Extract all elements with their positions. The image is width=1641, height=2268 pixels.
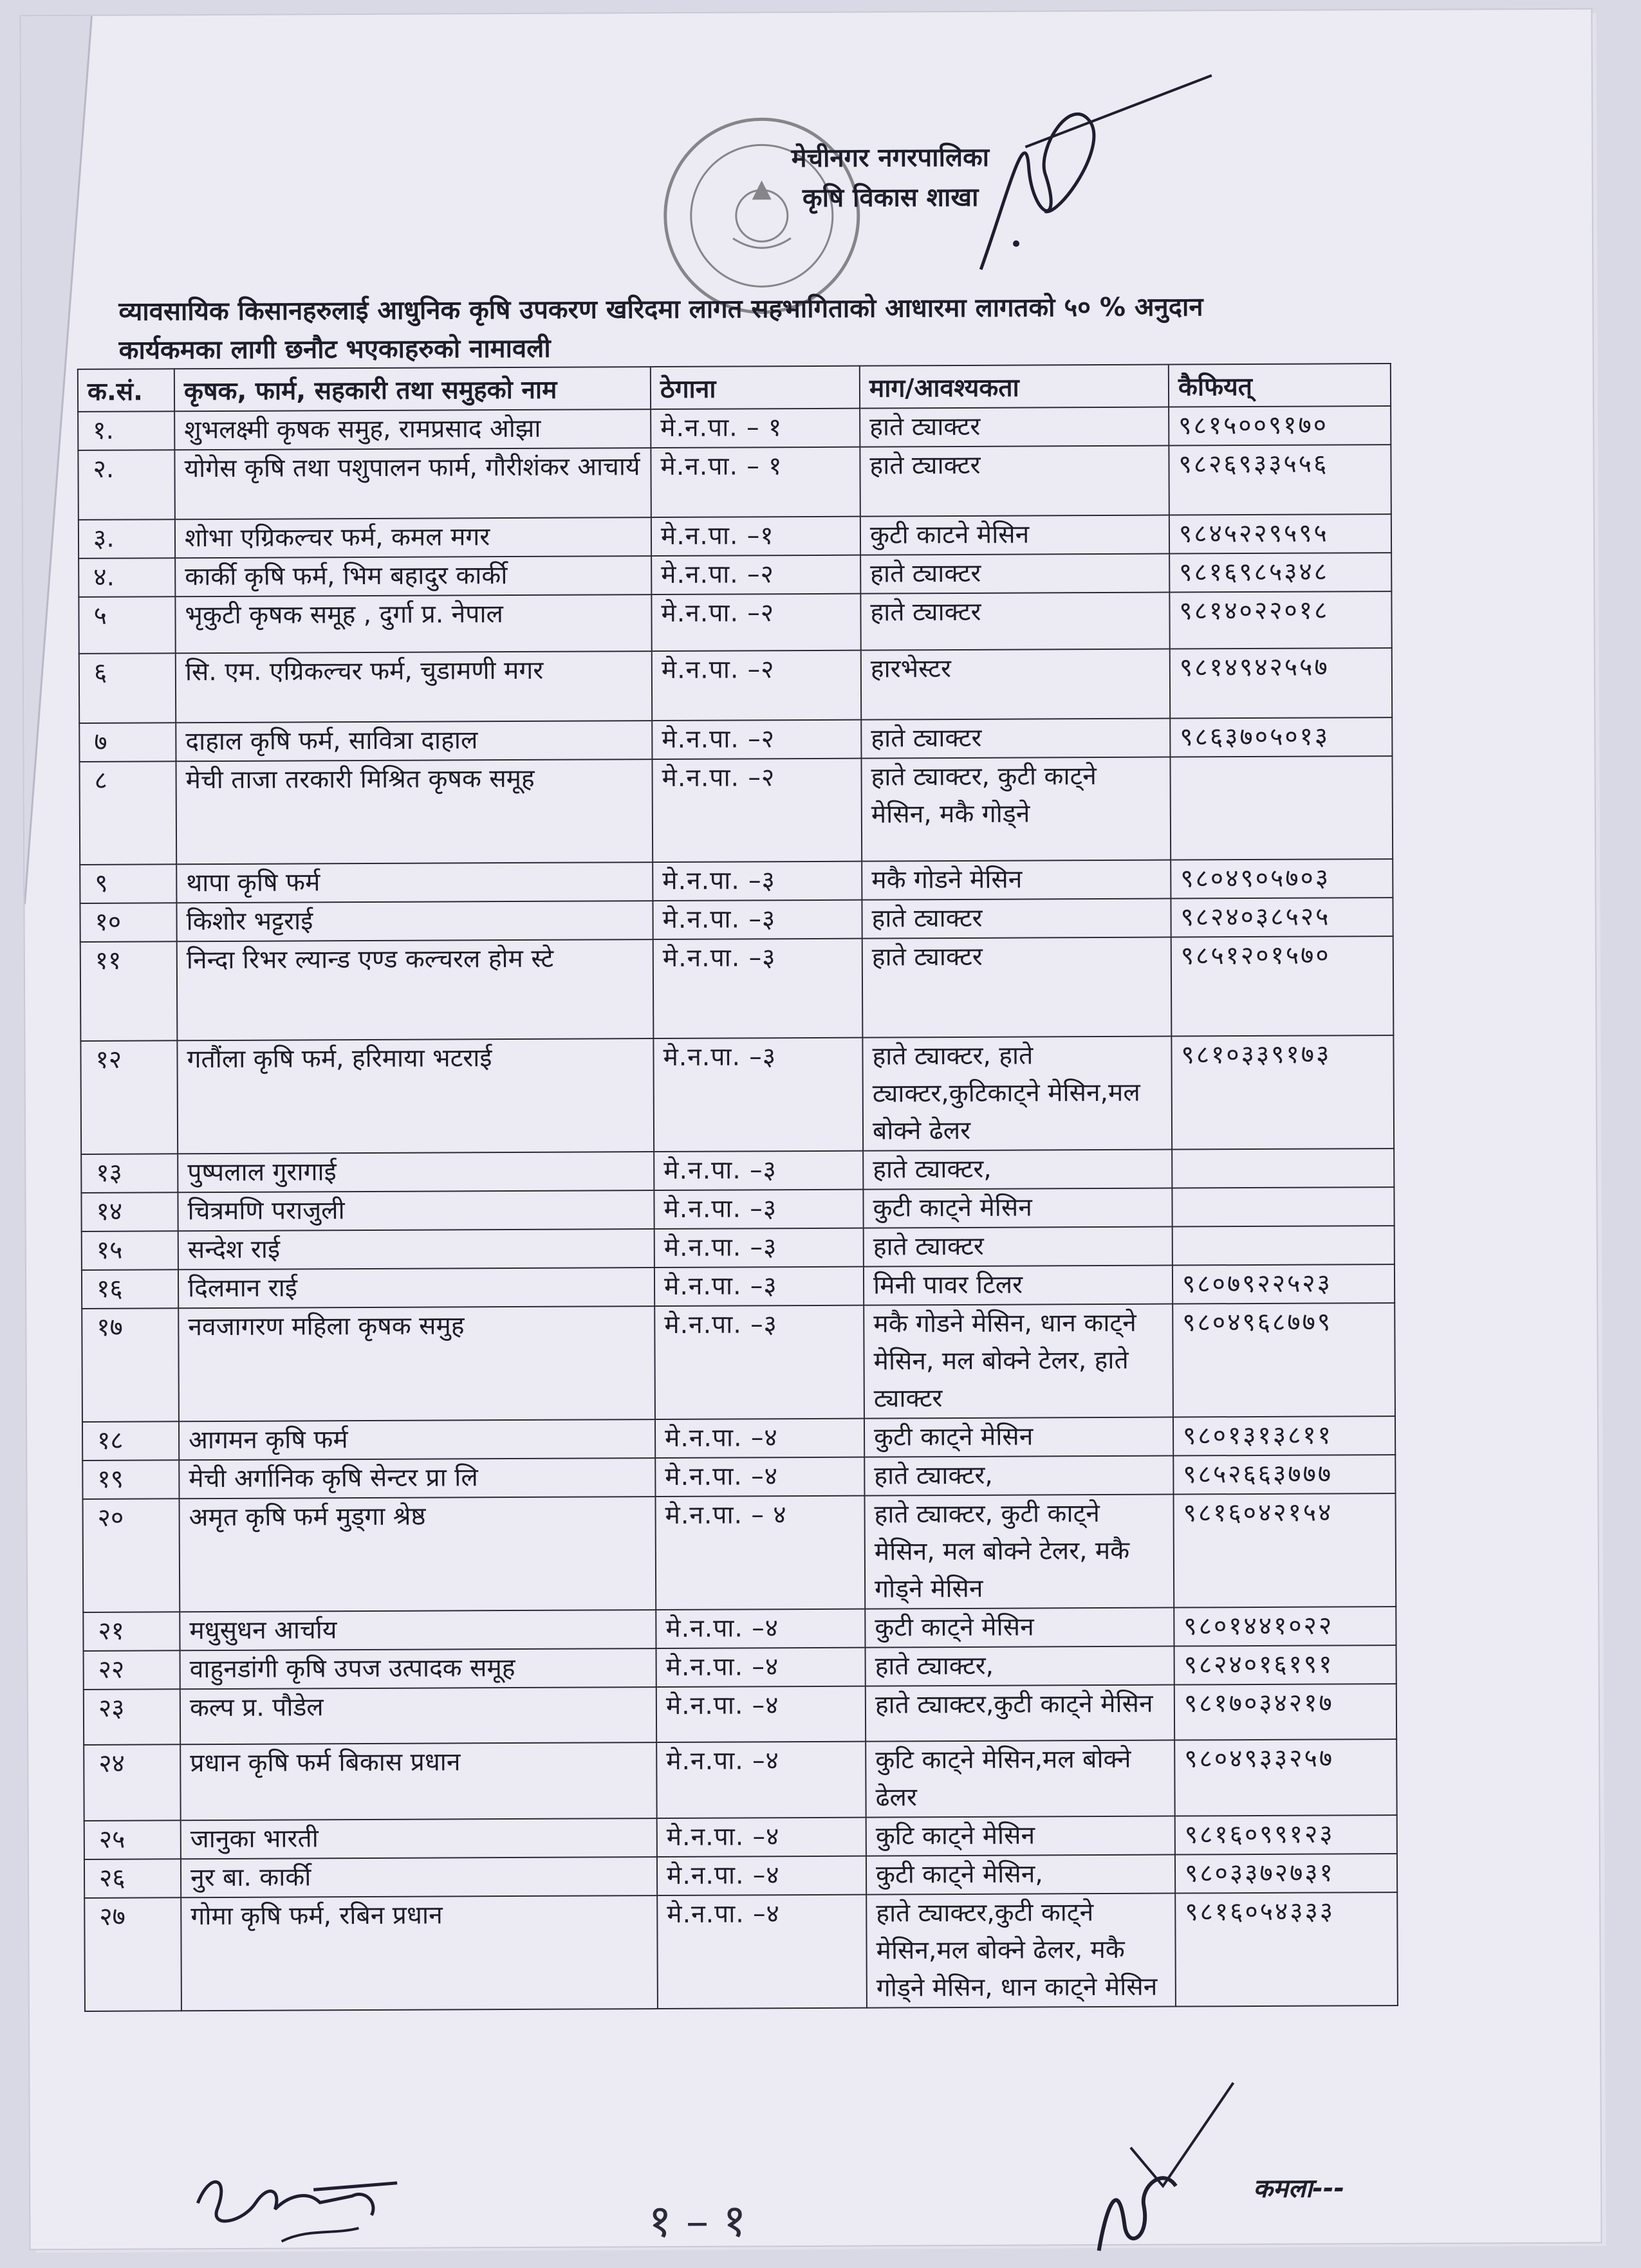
cell-requirement: हाते ट्याक्टर,कुटी काट्ने मेसिन: [866, 1685, 1174, 1742]
cell-requirement: कुटी काट्ने मेसिन: [865, 1608, 1174, 1648]
cell-remarks: ९८१६०९९१२३: [1175, 1815, 1397, 1855]
signature-bottom-left: [185, 2164, 417, 2262]
table-row: [82, 1226, 1395, 1270]
table-row: [84, 1645, 1396, 1690]
cell-remarks: [1172, 1148, 1394, 1188]
cell-address: मे.न.पा. – ४: [655, 1496, 865, 1610]
cell-requirement: कुटी काट्ने मेसिन: [863, 1188, 1172, 1228]
cell-name: कार्की कृषि फर्म, भिम बहादुर कार्की: [175, 556, 651, 596]
cell-requirement: कुटि काट्ने मेसिन: [866, 1816, 1175, 1856]
cell-requirement: हाते ट्याक्टर,: [863, 1150, 1172, 1190]
cell-requirement: हाते ट्याक्टर: [861, 719, 1170, 759]
cell-name: दाहाल कृषि फर्म, सावित्रा दाहाल: [176, 721, 652, 761]
col-header-requirement: माग/आवश्यकता: [860, 365, 1169, 409]
cell-requirement: हाते ट्याक्टर: [862, 937, 1172, 1038]
cell-address: मे.न.पा. –४: [656, 1742, 866, 1818]
table-row: [79, 591, 1391, 654]
table-row: [82, 1455, 1395, 1499]
cell-requirement: हाते ट्याक्टर, कुटी काट्ने मेसिन, मकै गोड्ने: [861, 757, 1171, 862]
cell-remarks: ९८६३७०५०१३: [1170, 717, 1392, 757]
cell-remarks: [1173, 1226, 1395, 1266]
cell-address: मे.न.पा. –३: [654, 1267, 864, 1306]
cell-requirement: हारभेस्टर: [861, 649, 1170, 720]
cell-remarks: ९८१४९४२५५७: [1170, 648, 1392, 719]
table-row: [78, 445, 1391, 520]
cell-address: मे.न.पा. –४: [657, 1818, 866, 1857]
cell-name: सि. एम. एग्रिकल्चर फर्म, चुडामणी मगर: [176, 651, 652, 723]
cell-remarks: ९८२४०१६१९१: [1174, 1645, 1396, 1685]
cell-remarks: ९८०४९६८७७९: [1173, 1303, 1395, 1417]
cell-requirement: हाते ट्याक्टर,: [864, 1456, 1173, 1496]
cell-address: मे.न.पा. –४: [657, 1895, 867, 2009]
cell-serial: १७: [82, 1308, 179, 1422]
cell-remarks: [1172, 1187, 1394, 1227]
cell-requirement: मकै गोडने मेसिन: [862, 860, 1171, 900]
col-header-serial: क.सं.: [78, 369, 174, 412]
cell-requirement: हाते ट्याक्टर: [864, 1227, 1173, 1267]
cell-address: मे.न.पा. –२: [651, 555, 860, 595]
cell-address: मे.न.पा. –४: [656, 1686, 866, 1742]
cell-name: वाहुनडांगी कृषि उपज उत्पादक समूह: [180, 1648, 656, 1689]
cell-name: जानुका भारती: [181, 1818, 657, 1859]
cell-serial: ९: [80, 864, 176, 903]
cell-name: गोमा कृषि फर्म, रबिन प्रधान: [181, 1895, 658, 2011]
col-header-remarks: कैफियत्: [1169, 364, 1391, 407]
cell-remarks: [1170, 756, 1393, 860]
table-row: [79, 756, 1393, 865]
cell-remarks: ९८०४९०५७०३: [1171, 859, 1393, 899]
cell-remarks: ९८१६९८५३४८: [1169, 553, 1391, 593]
section-name: कृषि विकास शाखा: [802, 182, 979, 214]
cell-remarks: ९८१६०५४३३३: [1175, 1892, 1398, 2007]
cell-address: मे.न.पा. –३: [654, 1190, 863, 1229]
cell-serial: १६: [82, 1269, 178, 1309]
cell-address: मे.न.पा. –४: [656, 1648, 866, 1687]
table-row: [81, 1187, 1394, 1231]
table-row: [82, 1493, 1396, 1612]
table-row: [84, 1892, 1398, 2011]
cell-name: नवजागरण महिला कृषक समुह: [178, 1306, 655, 1421]
title-line-2: कार्यकमका लागी छनौट भएकाहरुको नामावली: [118, 333, 551, 365]
cell-serial: ७: [79, 723, 176, 762]
table-row: [82, 1416, 1395, 1461]
cell-address: मे.न.पा. – १: [651, 409, 860, 448]
cell-serial: २७: [84, 1897, 181, 2011]
cell-name: पुष्पलाल गुरागाई: [178, 1152, 654, 1192]
cell-name: अमृत कृषि फर्म मुड्गा श्रेष्ठ: [179, 1497, 656, 1612]
cell-serial: ३.: [79, 519, 175, 558]
cell-name: मेची ताजा तरकारी मिश्रित कृषक समूह: [176, 759, 653, 864]
table-row: [78, 406, 1391, 450]
cell-remarks: ९८५१२०१५७०: [1171, 936, 1394, 1037]
signature-bottom-right: कमला---: [1253, 2173, 1345, 2204]
cell-serial: १४: [81, 1192, 178, 1231]
cell-name: थापा कृषि फर्म: [176, 862, 653, 903]
cell-requirement: हाते ट्याक्टर: [860, 593, 1169, 650]
cell-remarks: ९८०७९२२५२३: [1173, 1264, 1395, 1304]
cell-address: मे.न.पा. –३: [654, 1228, 864, 1268]
cell-serial: १३: [81, 1154, 178, 1193]
cell-address: मे.न.पा. –४: [656, 1609, 865, 1648]
cell-serial: ६: [79, 653, 176, 723]
table-row: [79, 648, 1392, 723]
cell-serial: २.: [78, 450, 174, 520]
table-row: [81, 1148, 1394, 1193]
table-header-row: [78, 364, 1391, 412]
table-row: [84, 1815, 1397, 1859]
cell-requirement: हाते ट्याक्टर: [862, 899, 1171, 939]
cell-requirement: हाते ट्याक्टर, कुटी काट्ने मेसिन, मल बोक्ने टेलर, मकै गोड्ने मेसिन: [864, 1495, 1174, 1609]
cell-name: सन्देश राई: [178, 1229, 654, 1269]
cell-requirement: हाते ट्याक्टर,: [866, 1646, 1174, 1686]
cell-serial: १८: [82, 1421, 179, 1461]
cell-remarks: ९८१०३३९१७३: [1171, 1035, 1394, 1150]
table-row: [80, 859, 1393, 903]
cell-serial: १९: [82, 1460, 179, 1499]
cell-remarks: ९८०४९३३२५७: [1174, 1739, 1397, 1816]
cell-requirement: हाते ट्याक्टर: [860, 554, 1169, 594]
cell-name: शोभा एग्रिकल्चर फर्म, कमल मगर: [175, 517, 651, 558]
cell-requirement: हाते ट्याक्टर: [860, 407, 1169, 447]
cell-serial: १५: [82, 1231, 178, 1270]
cell-address: मे.न.पा. –१: [651, 517, 860, 556]
cell-requirement: कुटि काट्ने मेसिन,मल बोक्ने ढेलर: [866, 1740, 1175, 1818]
cell-name: किशोर भट्टराई: [176, 901, 653, 941]
cell-name: चित्रमणि पराजुली: [178, 1190, 654, 1231]
cell-requirement: कुटी काट्ने मेसिन,: [866, 1855, 1175, 1895]
cell-requirement: मिनी पावर टिलर: [864, 1266, 1173, 1305]
cell-name: दिलमान राई: [178, 1268, 654, 1308]
table-row: [82, 1264, 1395, 1309]
cell-remarks: ९८५२६६३७७७: [1173, 1455, 1395, 1495]
cell-address: मे.न.पा. – १: [651, 447, 860, 517]
cell-address: मे.न.पा. –४: [655, 1419, 864, 1458]
cell-address: मे.न.पा. –३: [653, 862, 862, 901]
cell-name: कल्प प्र. पौडेल: [180, 1687, 656, 1744]
cell-address: मे.न.पा. –२: [652, 720, 861, 759]
table-row: [84, 1684, 1396, 1745]
cell-address: मे.न.पा. –३: [653, 900, 862, 939]
cell-serial: २३: [84, 1689, 180, 1745]
table-row: [84, 1739, 1396, 1821]
cell-remarks: ९८१७०३४२१७: [1174, 1684, 1396, 1740]
page-number-marker: १ – १: [648, 2194, 746, 2248]
cell-address: मे.न.पा. –४: [657, 1856, 866, 1895]
table-row: [80, 898, 1393, 942]
cell-address: मे.न.पा. –२: [652, 650, 861, 721]
cell-name: योगेस कृषि तथा पशुपालन फार्म, गौरीशंकर आचार्य: [174, 448, 651, 519]
col-header-address: ठेगाना: [651, 366, 860, 409]
table-row: [79, 717, 1392, 762]
cell-name: भृकुटी कृषक समूह , दुर्गा प्र. नेपाल: [175, 595, 651, 653]
cell-serial: २६: [84, 1859, 181, 1898]
cell-requirement: हाते ट्याक्टर,कुटी काट्ने मेसिन,मल बोक्ने ढेलर, मकै गोड्ने मेसिन, धान काट्ने मेसिन: [866, 1894, 1176, 2008]
table-row: [80, 936, 1394, 1041]
cell-address: मे.न.पा. –४: [655, 1457, 864, 1497]
col-header-name: कृषक, फार्म, सहकारी तथा समुहको नाम: [174, 367, 651, 411]
cell-remarks: ९८२६९३३५५६: [1169, 445, 1391, 515]
cell-requirement: हाते ट्याक्टर, हाते ट्याक्टर,कुटिकाट्ने मेसिन,मल बोक्ने ढेलर: [862, 1037, 1172, 1151]
cell-serial: ८: [79, 761, 176, 865]
cell-serial: २१: [83, 1612, 180, 1651]
cell-remarks: ९८१५००९१७०: [1169, 406, 1391, 446]
cell-remarks: ९८४५२२९५९५: [1169, 514, 1391, 554]
cell-serial: १०: [80, 903, 176, 942]
title-line-1: व्यावसायिक किसानहरुलाई आधुनिक कृषि उपकरण खरिदमा लागत सहभागिताको आधारमा लागतको ५० % अनुदान: [118, 292, 1203, 327]
cell-name: मेची अर्गानिक कृषि सेन्टर प्रा लि: [179, 1458, 655, 1498]
cell-address: मे.न.पा. –२: [651, 594, 860, 651]
table-row: [82, 1303, 1395, 1422]
cell-requirement: कुटी काट्ने मेसिन: [864, 1417, 1173, 1457]
table-row: [79, 553, 1391, 597]
cell-address: मे.न.पा. –२: [652, 759, 862, 862]
cell-address: मे.न.पा. –३: [653, 939, 863, 1038]
cell-serial: ४.: [79, 558, 175, 597]
cell-remarks: ९८१६०४२१५४: [1173, 1493, 1396, 1608]
cell-serial: १२: [80, 1040, 178, 1154]
selected-beneficiaries-table: [77, 363, 1398, 2012]
table-row: [84, 1854, 1397, 1898]
cell-remarks: ९८०१३१३८११: [1173, 1416, 1395, 1456]
cell-name: निन्दा रिभर ल्यान्ड एण्ड कल्चरल होम स्टे: [177, 939, 654, 1040]
cell-requirement: हाते ट्याक्टर: [860, 446, 1169, 517]
cell-remarks: ९८०३३७२७३१: [1175, 1854, 1397, 1894]
cell-serial: २०: [82, 1498, 180, 1612]
cell-requirement: कुटी काटने मेसिन: [860, 515, 1169, 555]
signature-top: [967, 69, 1225, 289]
cell-serial: ५: [79, 596, 175, 654]
cell-serial: २२: [84, 1650, 180, 1690]
signature-bottom-middle: [1079, 2147, 1209, 2263]
cell-remarks: ९८१४०२२०१८: [1169, 591, 1391, 649]
cell-name: मधुसुधन आर्चाय: [180, 1610, 656, 1650]
cell-serial: ११: [80, 941, 178, 1041]
cell-name: गतौंला कृषि फर्म, हरिमाया भटराई: [177, 1038, 654, 1154]
cell-address: मे.न.पा. –३: [654, 1151, 863, 1190]
cell-remarks: ९८०१४४१०२२: [1174, 1607, 1396, 1646]
cell-name: आगमन कृषि फर्म: [179, 1419, 655, 1460]
cell-requirement: मकै गोडने मेसिन, धान काट्ने मेसिन, मल बोक्ने टेलर, हाते ट्याक्टर: [864, 1304, 1173, 1419]
cell-serial: १.: [78, 411, 174, 450]
municipality-name: मेचीनगर नगरपालिका: [791, 142, 990, 174]
cell-serial: २४: [84, 1744, 181, 1821]
cell-name: शुभलक्ष्मी कृषक समुह, रामप्रसाद ओझा: [174, 409, 651, 450]
table-row: [80, 1035, 1394, 1154]
cell-name: प्रधान कृषि फर्म बिकास प्रधान: [180, 1742, 657, 1820]
document-title: [118, 287, 1406, 370]
scanned-page: [21, 10, 1600, 2249]
cell-address: मे.न.पा. –३: [653, 1038, 863, 1152]
table-row: [79, 514, 1391, 558]
cell-serial: २५: [84, 1820, 181, 1859]
cell-remarks: ९८२४०३८५२५: [1171, 898, 1393, 937]
cell-address: मे.न.पा. –३: [654, 1305, 864, 1419]
table-row: [83, 1607, 1396, 1651]
cell-name: नुर बा. कार्की: [181, 1857, 657, 1897]
